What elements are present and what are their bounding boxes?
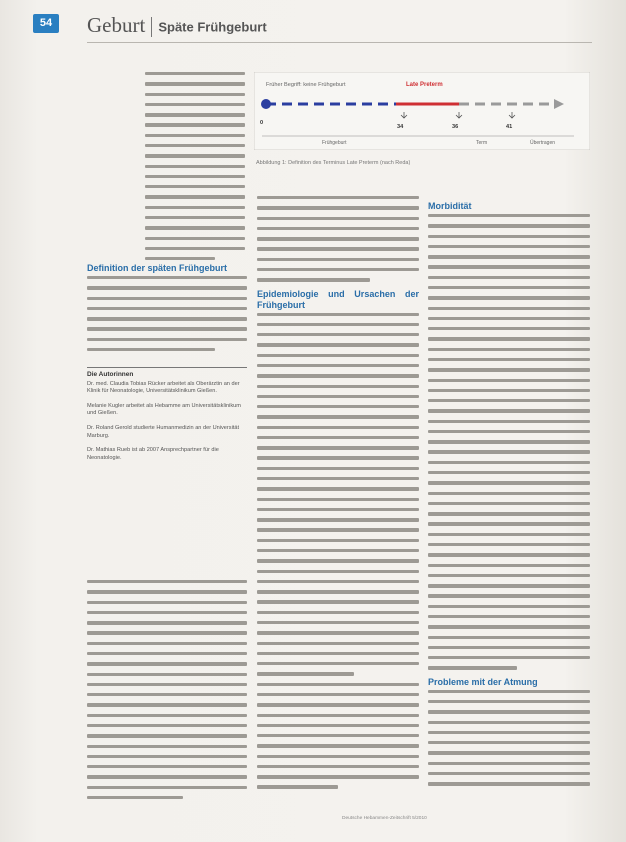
- authors-title: Die Autorinnen: [87, 371, 134, 378]
- week-36: 36: [452, 124, 459, 130]
- timeline-figure: [254, 72, 590, 150]
- page-number: 54: [33, 14, 59, 33]
- label-term: Term: [476, 140, 488, 146]
- label-post: Übertragen: [530, 140, 556, 146]
- title-divider: [151, 17, 152, 37]
- authors-box: [87, 367, 247, 469]
- author-entry: Melanie Kugler arbeitet als Hebamme am Universitätsklinikum und Gießen.: [87, 402, 241, 417]
- week-34: 34: [397, 124, 404, 130]
- column-2: [257, 196, 419, 796]
- label-preterm: Frühgeburt: [322, 140, 347, 146]
- author-entry: Dr. med. Claudia Tobias Rücker arbeitet als Oberärztin an der Klinik für Neonatologie, Universitätsklinikum Gießen.: [87, 380, 240, 395]
- chapter-title: Geburt: [87, 13, 146, 37]
- legend-left: Früher Begriff: keine Frühgeburt: [266, 82, 346, 88]
- figure-caption: Abbildung 1: Definition des Terminus Late Preterm (nach Reda): [256, 160, 411, 166]
- page-title: [87, 13, 267, 38]
- heading-definition: Definition der späten Frühgeburt: [87, 263, 228, 273]
- section-title: Späte Frühgeburt: [158, 19, 267, 35]
- heading-breathing: Probleme mit der Atmung: [428, 676, 538, 687]
- header-rule: [87, 42, 592, 43]
- heading-morbidity: Morbidität: [428, 201, 472, 211]
- week-start: 0: [260, 120, 264, 126]
- heading-epidemiology: Epidemiologie und Ursachen der Frühgeburt: [257, 288, 419, 310]
- week-41: 41: [506, 124, 513, 130]
- legend-right: Late Preterm: [406, 82, 443, 88]
- column-1-top: [145, 72, 245, 267]
- author-entry: Dr. Roland Gerold studierte Humanmedizin an der Universität Marburg.: [87, 424, 240, 439]
- page-footer: Deutsche Hebammen-Zeitschrift 5/2010: [342, 816, 427, 821]
- column-1-definition: [87, 258, 247, 358]
- author-entry: Dr. Mathias Rueb ist ab 2007 Ansprechpartner für die Neonatologie.: [87, 447, 219, 461]
- start-dot: [261, 99, 271, 109]
- column-1-bottom: [87, 580, 247, 806]
- column-3: [428, 196, 590, 792]
